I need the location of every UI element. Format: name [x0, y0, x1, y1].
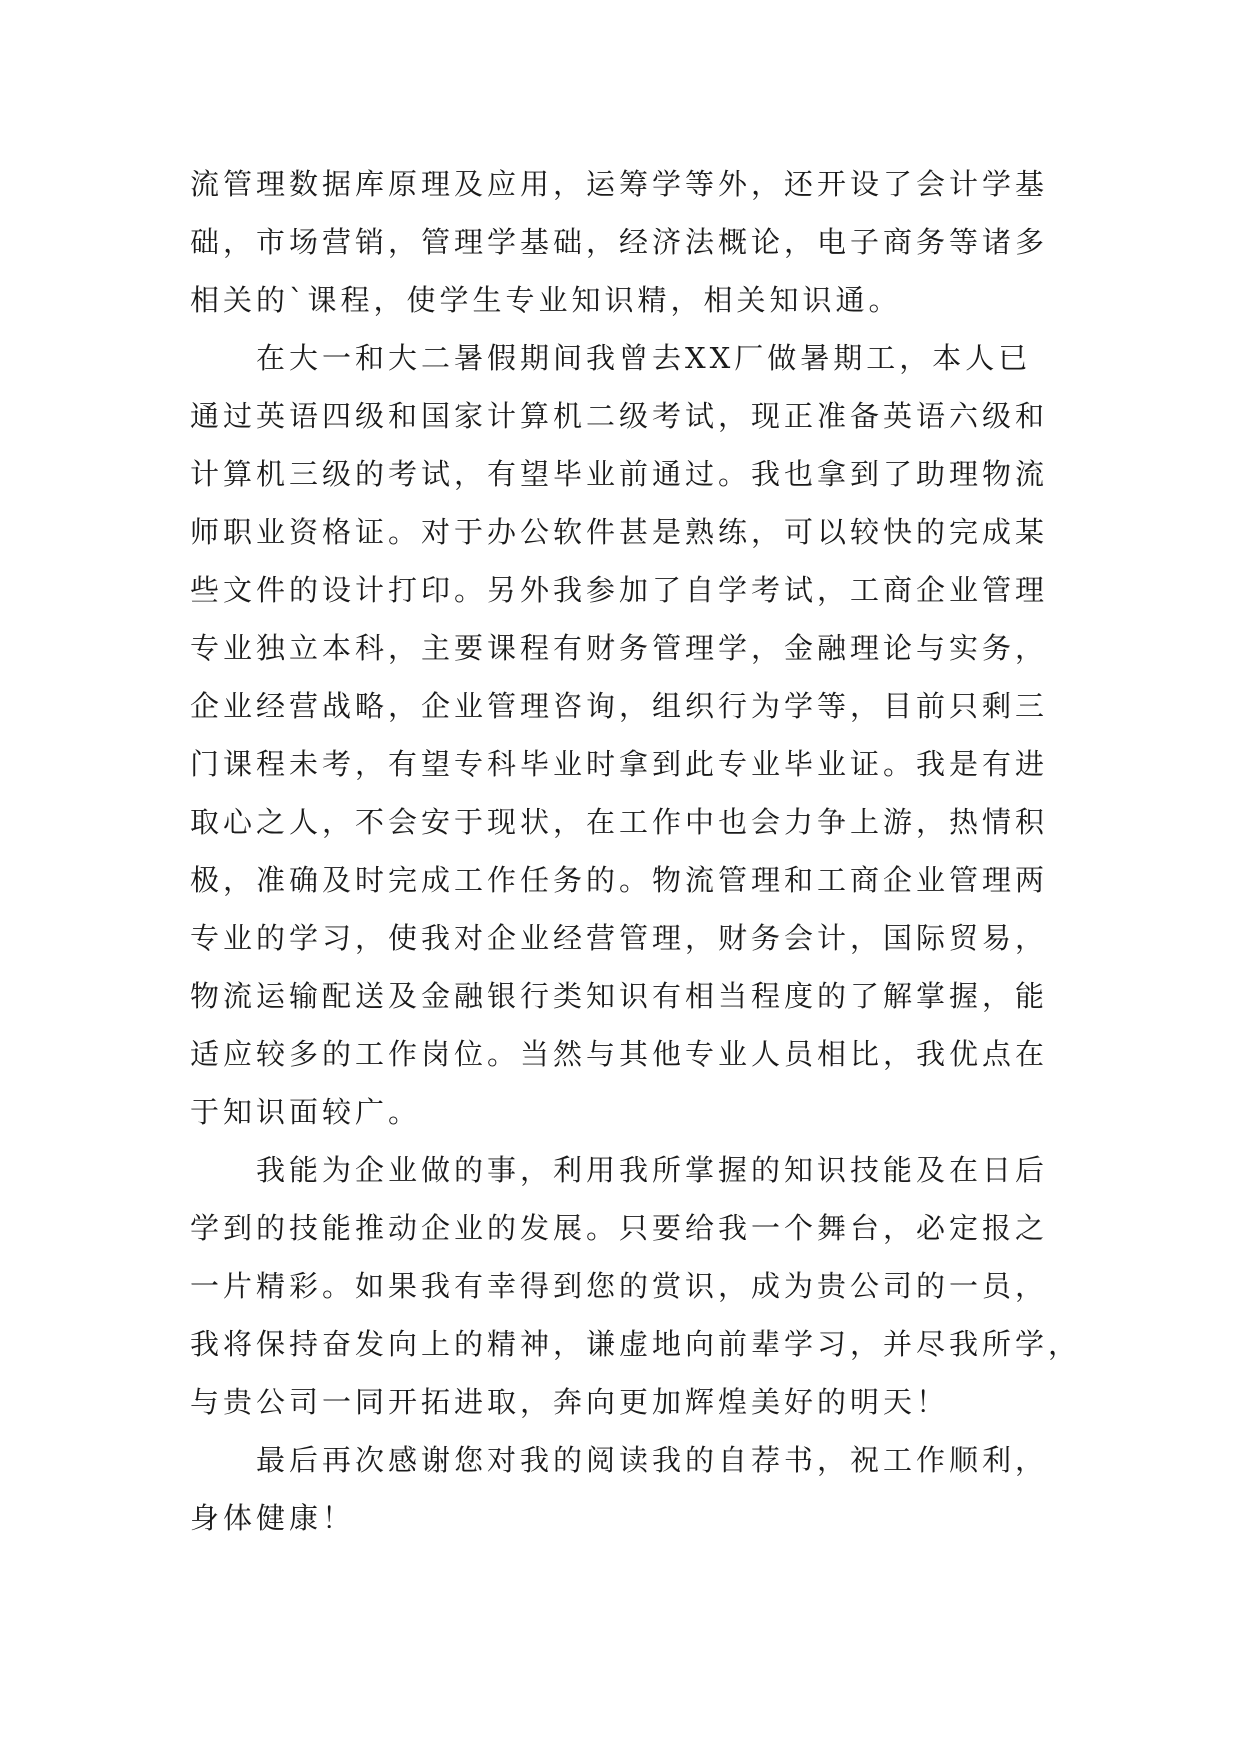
text-line: 物流运输配送及金融银行类知识有相当程度的了解掌握，能 — [190, 979, 1049, 1013]
text-line: 极，准确及时完成工作任务的。物流管理和工商企业管理两 — [190, 863, 1049, 897]
document-body — [190, 155, 1082, 1547]
paragraph-1 — [190, 155, 1060, 329]
text-line: 企业经营战略，企业管理咨询，组织行为学等，目前只剩三 — [190, 689, 1049, 723]
text-line: 身体健康！ — [190, 1501, 356, 1535]
text-line: 于知识面较广。 — [190, 1095, 422, 1129]
text-line: 学到的技能推动企业的发展。只要给我一个舞台，必定报之 — [190, 1211, 1049, 1245]
text-line: 适应较多的工作岗位。当然与其他专业人员相比，我优点在 — [190, 1037, 1049, 1071]
text-line: 计算机三级的考试，有望毕业前通过。我也拿到了助理物流 — [190, 457, 1049, 491]
text-line: 流管理数据库原理及应用，运筹学等外，还开设了会计学基 — [190, 167, 1049, 201]
paragraph-3 — [190, 1141, 1082, 1431]
text-line: 专业的学习，使我对企业经营管理，财务会计，国际贸易， — [190, 921, 1049, 955]
text-line: 我能为企业做的事，利用我所掌握的知识技能及在日后 — [256, 1153, 1049, 1187]
text-line: 与贵公司一同开拓进取，奔向更加辉煌美好的明天！ — [190, 1385, 950, 1419]
text-line: 取心之人，不会安于现状，在工作中也会力争上游，热情积 — [190, 805, 1049, 839]
text-line: 相关的`课程，使学生专业知识精，相关知识通。 — [190, 283, 902, 317]
text-line: 我将保持奋发向上的精神，谦虚地向前辈学习，并尽我所学， — [190, 1327, 1082, 1361]
text-line: 门课程未考，有望专科毕业时拿到此专业毕业证。我是有进 — [190, 747, 1049, 781]
paragraph-2 — [190, 329, 1060, 1141]
text-line: 些文件的设计打印。另外我参加了自学考试，工商企业管理 — [190, 573, 1049, 607]
text-line: 通过英语四级和国家计算机二级考试，现正准备英语六级和 — [190, 399, 1049, 433]
text-line: 专业独立本科，主要课程有财务管理学，金融理论与实务， — [190, 631, 1049, 665]
text-line: 础，市场营销，管理学基础，经济法概论，电子商务等诸多 — [190, 225, 1049, 259]
text-line: 一片精彩。如果我有幸得到您的赏识，成为贵公司的一员， — [190, 1269, 1049, 1303]
text-line: 在大一和大二暑假期间我曾去XX厂做暑期工，本人已 — [256, 341, 1032, 375]
paragraph-4 — [190, 1431, 1060, 1547]
text-line: 最后再次感谢您对我的阅读我的自荐书，祝工作顺利， — [256, 1443, 1049, 1477]
text-line: 师职业资格证。对于办公软件甚是熟练，可以较快的完成某 — [190, 515, 1049, 549]
